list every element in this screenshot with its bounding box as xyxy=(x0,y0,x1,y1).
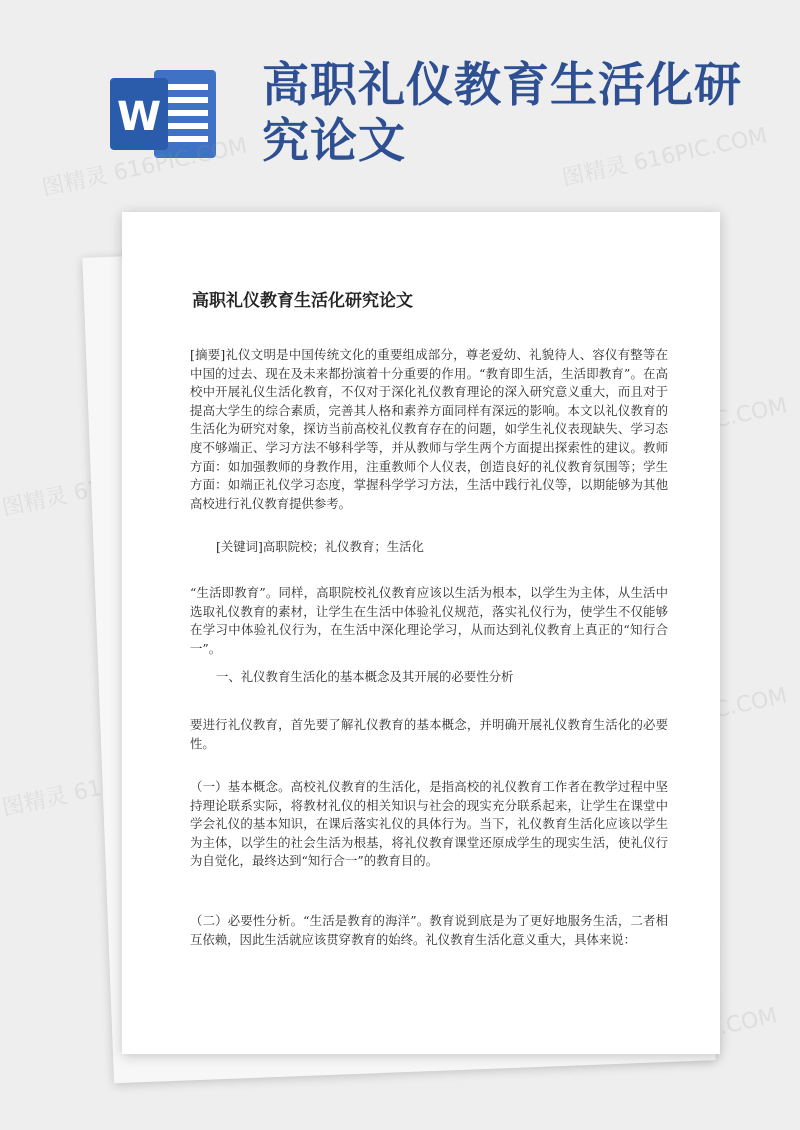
watermark: 图精灵 xyxy=(0,783,70,822)
watermark: 图精灵 xyxy=(0,483,70,522)
concept-paragraph: （一）基本概念。高校礼仪教育的生活化，是指高校的礼仪教育工作者在教学过程中坚持理论联系实际，将教材礼仪的相关知识与社会的现实充分联系起来，让学生在课堂中学会礼仪的基本知识，在课后落实礼仪的具体行为。当下，礼仪教育生活化应该以学生为主体，以学生的社会生活为根基，将礼仪教育课堂还原成学生的现实生活，使礼仪行为自觉化，最终达到“知行合一”的教育目的。 xyxy=(190,779,668,869)
intro-paragraph: “生活即教育”。同样，高职院校礼仪教育应该以生活为根本，以学生为主体，从生活中选取礼仪教育的素材，让学生在生活中体验礼仪规范，落实礼仪行为，使学生不仅能够在学习中体验礼仪行为，在生活中深化理论学习，从而达到礼仪教育上真正的“知行合一”。 xyxy=(190,585,668,656)
document-page xyxy=(122,212,720,1054)
section-heading: 一、礼仪教育生活化的基本概念及其开展的必要性分析 xyxy=(216,669,514,684)
logo-letter: W xyxy=(116,94,162,140)
abstract-paragraph: [摘要]礼仪文明是中国传统文化的重要组成部分，尊老爱幼、礼貌待人、容仪有整等在中国的过去、现在及未来都扮演着十分重要的作用。“教育即生活，生活即教育”。在高校中开展礼仪生活化教育，不仅对于深化礼仪教育理论的深入研究意义重大，而且对于提高大学生的综合素质，完善其人格和素养方面同样有深远的影响。本文以礼仪教育的生活化为研究对象，探访当前高校礼仪教育存在的问题，如学生礼仪表现缺失、学习态度不够端正、学习方法不够科学等，并从教师与学生两个方面提出探索性的建议。教师方面：如加强教师的身教作用，注重教师个人仪表，创造良好的礼仪教育氛围等；学生方面：如端正礼仪学习态度，掌握科学学习方法，生活中践行礼仪等，以期能够为其他高校进行礼仪教育提供参考。 xyxy=(190,347,668,511)
necessity-paragraph: （二）必要性分析。“生活是教育的海洋”。教育说到底是为了更好地服务生活，二者相互依赖，因此生活就应该贯穿教育的始终。礼仪教育生活化意义重大，具体来说： xyxy=(190,913,668,947)
watermark: 616PIC.COM xyxy=(651,683,790,737)
keywords-line: [关键词]高职院校；礼仪教育；生活化 xyxy=(216,539,424,554)
watermark: 图精灵 616PIC.COM xyxy=(560,123,770,192)
document-title: 高职礼仪教育生活化研究论文 xyxy=(192,291,413,311)
word-logo-icon xyxy=(110,66,220,162)
watermark: 616PIC.COM xyxy=(651,393,790,447)
watermark: 图精灵 616PIC.COM xyxy=(40,133,250,202)
section-intro-paragraph: 要进行礼仪教育，首先要了解礼仪教育的基本概念，并明确开展礼仪教育生活化的必要性。 xyxy=(190,717,668,751)
page-title: 高职礼仪教育生活化研究论文 xyxy=(262,58,742,169)
